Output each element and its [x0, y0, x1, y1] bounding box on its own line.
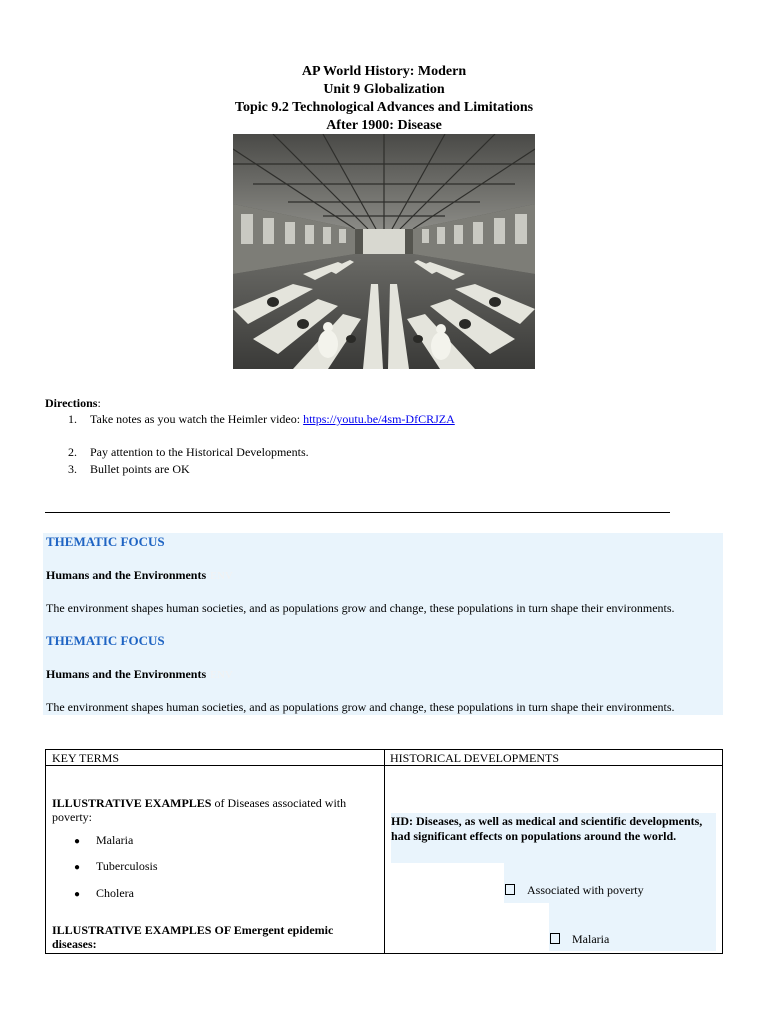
heimler-video-link[interactable]: https://youtu.be/4sm-DfCRJZA [303, 412, 455, 426]
disease-name: Malaria [96, 833, 134, 847]
illustrative-label: ILLUSTRATIVE EXAMPLES [52, 796, 212, 810]
topic-subtitle: After 1900: Disease [326, 118, 442, 133]
hd-note-item [505, 883, 644, 898]
illustrative-text: of Diseases associated with poverty: [52, 796, 347, 824]
key-terms-header: KEY TERMS [52, 751, 120, 765]
direction-number: 2. [68, 445, 77, 459]
historical-developments-header: HISTORICAL DEVELOPMENTS [390, 751, 560, 765]
directions-heading [45, 395, 101, 411]
hospital-ward-image [233, 134, 535, 369]
topic-title: Topic 9.2 Technological Advances and Limitations [234, 100, 534, 115]
thematic-text: The environment shapes human societies, and as populations grow and change, these populations in turn shape their environments. [46, 601, 675, 615]
notes-table [45, 749, 723, 954]
course-title: AP World History: Modern [301, 64, 467, 79]
directions-label: Directions [45, 396, 98, 410]
env-tag: ENV [210, 570, 233, 582]
thematic-focus-section [43, 533, 723, 715]
illustrative-examples-epidemic: ILLUSTRATIVE EXAMPLES OF Emergent epidemic diseases: [52, 923, 334, 951]
direction-text: Take notes as you watch the Heimler video: [90, 412, 304, 426]
header-row-divider [46, 765, 722, 766]
unit-title: Unit 9 Globalization [323, 82, 445, 97]
disease-list-item [74, 859, 158, 874]
section-divider [45, 512, 670, 513]
env-tag: ENV [210, 669, 233, 681]
direction-number: 3. [68, 462, 77, 476]
checkbox-icon [550, 933, 560, 944]
disease-list-item [74, 833, 133, 848]
thematic-text: The environment shapes human societies, and as populations grow and change, these populations in turn shape their environments. [46, 700, 675, 714]
hd-note-text: Malaria [572, 932, 610, 946]
thematic-subheading-text: Humans and the Environments [46, 667, 207, 681]
direction-text: Bullet points are OK [90, 462, 190, 476]
bullet-icon: ● [74, 836, 81, 847]
hd-note-item [550, 932, 609, 947]
bullet-icon: ● [74, 862, 81, 873]
thematic-subheading [46, 667, 233, 682]
thematic-subheading [46, 568, 233, 583]
influenza-ward-photo [233, 134, 535, 369]
bullet-icon: ● [74, 889, 81, 900]
historical-development-text: HD: Diseases, as well as medical and scientific developments, had significant effects on populations around the world. [391, 814, 703, 843]
disease-name: Tuberculosis [96, 859, 158, 873]
direction-item-1 [68, 411, 455, 427]
thematic-subheading-text: Humans and the Environments [46, 568, 207, 582]
document-title [0, 63, 768, 135]
directions-colon: : [97, 396, 101, 410]
direction-item-2 [68, 444, 309, 460]
disease-list-item [74, 886, 134, 901]
direction-text: Pay attention to the Historical Developments. [90, 445, 309, 459]
disease-name: Cholera [96, 886, 134, 900]
direction-number: 1. [68, 412, 77, 426]
illustrative-examples-poverty [52, 796, 372, 824]
thematic-heading: THEMATIC FOCUS [46, 534, 165, 549]
direction-item-3 [68, 461, 190, 477]
checkbox-icon [505, 884, 515, 895]
hd-note-text: Associated with poverty [527, 883, 644, 897]
column-divider [384, 750, 385, 953]
thematic-heading: THEMATIC FOCUS [46, 633, 165, 648]
